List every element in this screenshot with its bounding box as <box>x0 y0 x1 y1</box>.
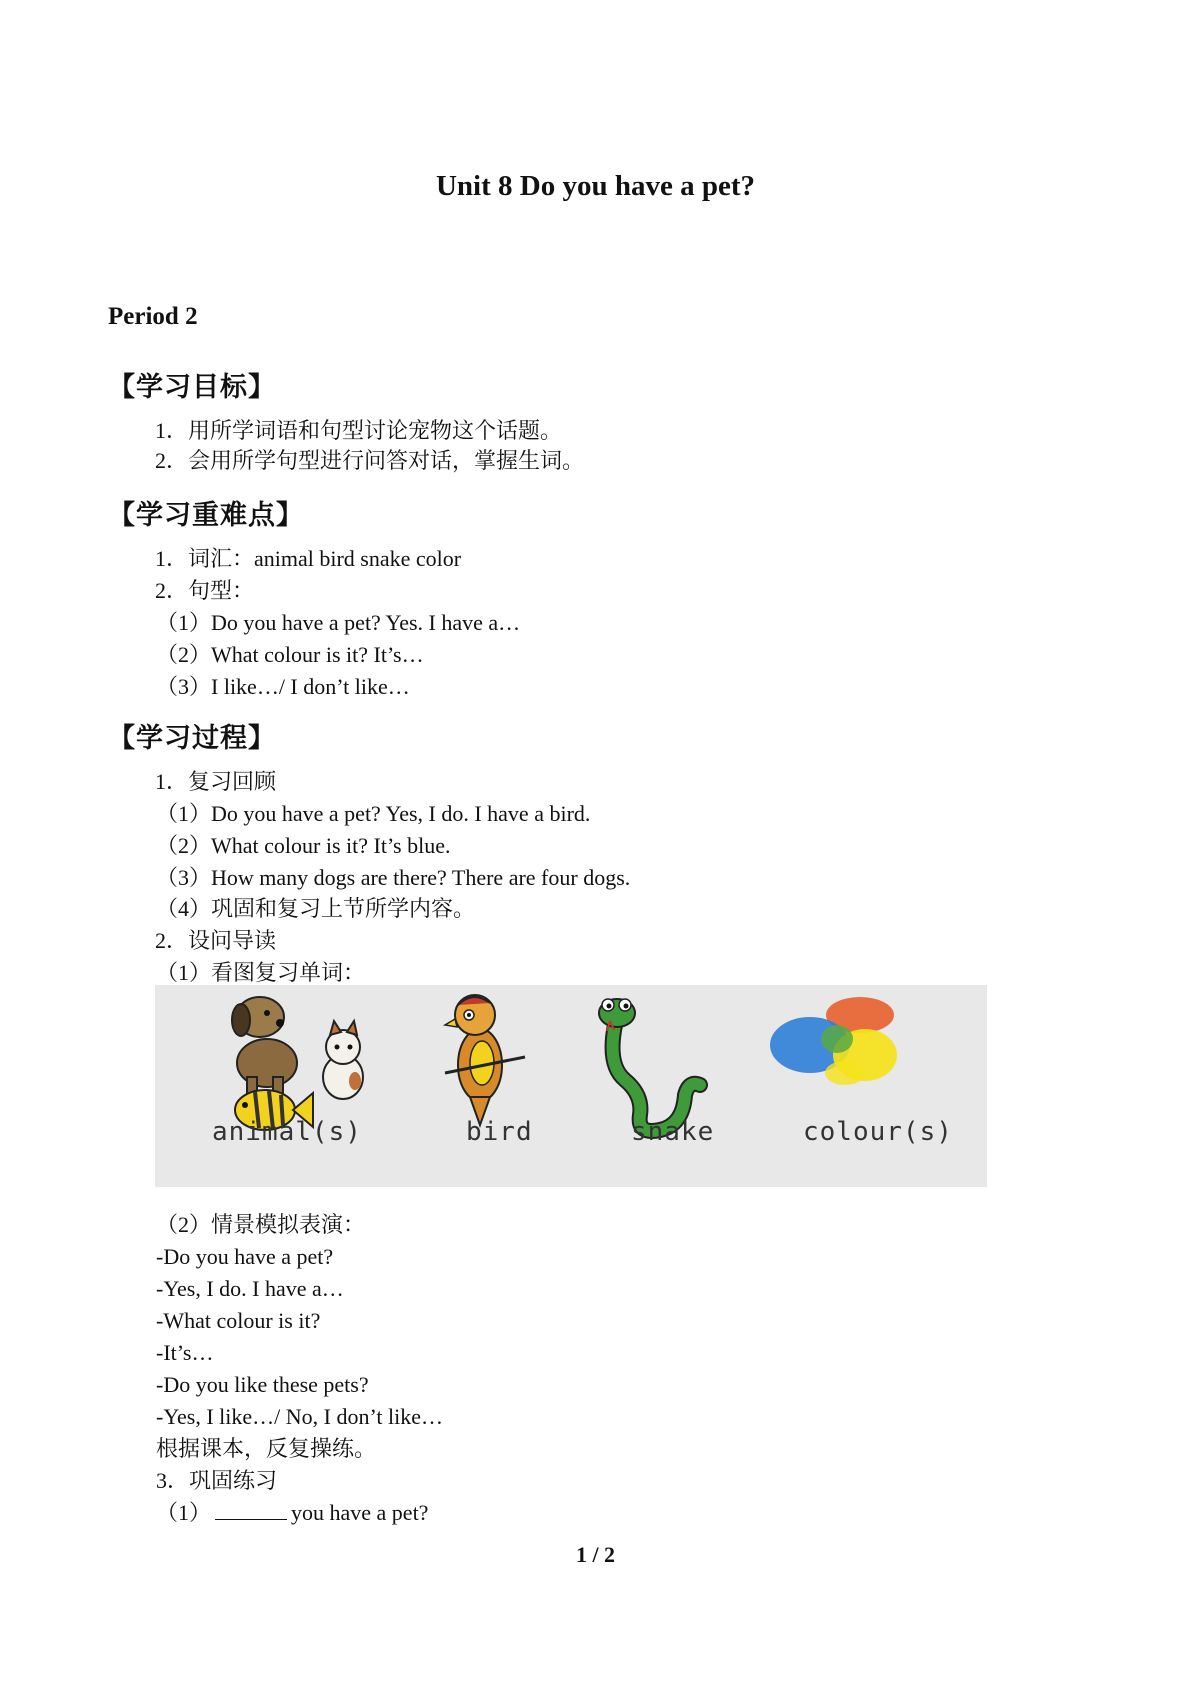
process-heading: 【学习过程】 <box>108 723 276 754</box>
key-point-item: （3）I like…/ I don’t like… <box>156 674 410 699</box>
snake-icon <box>599 999 700 1131</box>
exercise-line <box>156 1498 428 1528</box>
exercise-suffix: you have a pet? <box>291 1500 429 1525</box>
key-point-item: 1．词汇：animal bird snake color <box>155 546 462 571</box>
vocabulary-illustrations <box>155 985 987 1187</box>
process-item: 1．复习回顾 <box>155 769 277 794</box>
figure-label-bird: bird <box>466 1117 533 1147</box>
roleplay-line: -It’s… <box>156 1340 214 1365</box>
key-point-item: 2．句型： <box>155 578 255 603</box>
colour-blot-icon <box>770 997 897 1085</box>
process-item: 2．设问导读 <box>155 928 277 953</box>
bird-icon <box>445 995 525 1125</box>
key-point-item: （1）Do you have a pet? Yes. I have a… <box>156 610 521 635</box>
roleplay-line: 3．巩固练习 <box>156 1468 278 1493</box>
dog-icon <box>232 997 297 1095</box>
figure-label-snake: snake <box>631 1117 715 1147</box>
process-item: （3）How many dogs are there? There are four dogs. <box>156 865 631 890</box>
goals-heading: 【学习目标】 <box>108 372 276 403</box>
answer-blank[interactable] <box>215 1499 287 1520</box>
figure-label-colours: colour(s) <box>803 1117 953 1147</box>
document-title: Unit 8 Do you have a pet? <box>435 170 755 202</box>
goal-item: 2．会用所学句型进行问答对话，掌握生词。 <box>155 448 585 473</box>
exercise-prefix: （1） <box>156 1500 212 1525</box>
roleplay-line: -Yes, I like…/ No, I don’t like… <box>156 1404 444 1429</box>
process-item: （1）看图复习单词： <box>156 960 366 985</box>
roleplay-line: 根据课本，反复操练。 <box>156 1436 377 1461</box>
vocabulary-figure <box>155 985 987 1187</box>
cat-icon <box>323 1021 363 1099</box>
roleplay-line: （2）情景模拟表演： <box>156 1212 366 1237</box>
roleplay-line: -What colour is it? <box>156 1308 321 1333</box>
process-item: （1）Do you have a pet? Yes, I do. I have a bird. <box>156 801 591 826</box>
goal-item: 1．用所学词语和句型讨论宠物这个话题。 <box>155 418 563 443</box>
figure-label-animals: animal(s) <box>212 1117 362 1147</box>
process-item: （2）What colour is it? It’s blue. <box>156 833 451 858</box>
roleplay-line: -Yes, I do. I have a… <box>156 1276 344 1301</box>
period-heading: Period 2 <box>108 303 198 330</box>
process-item: （4）巩固和复习上节所学内容。 <box>156 896 476 921</box>
key-point-item: （2）What colour is it? It’s… <box>156 642 424 667</box>
page-number: 1 / 2 <box>575 1542 616 1567</box>
roleplay-line: -Do you like these pets? <box>156 1372 369 1397</box>
key-points-heading: 【学习重难点】 <box>108 500 304 531</box>
roleplay-line: -Do you have a pet? <box>156 1244 334 1269</box>
